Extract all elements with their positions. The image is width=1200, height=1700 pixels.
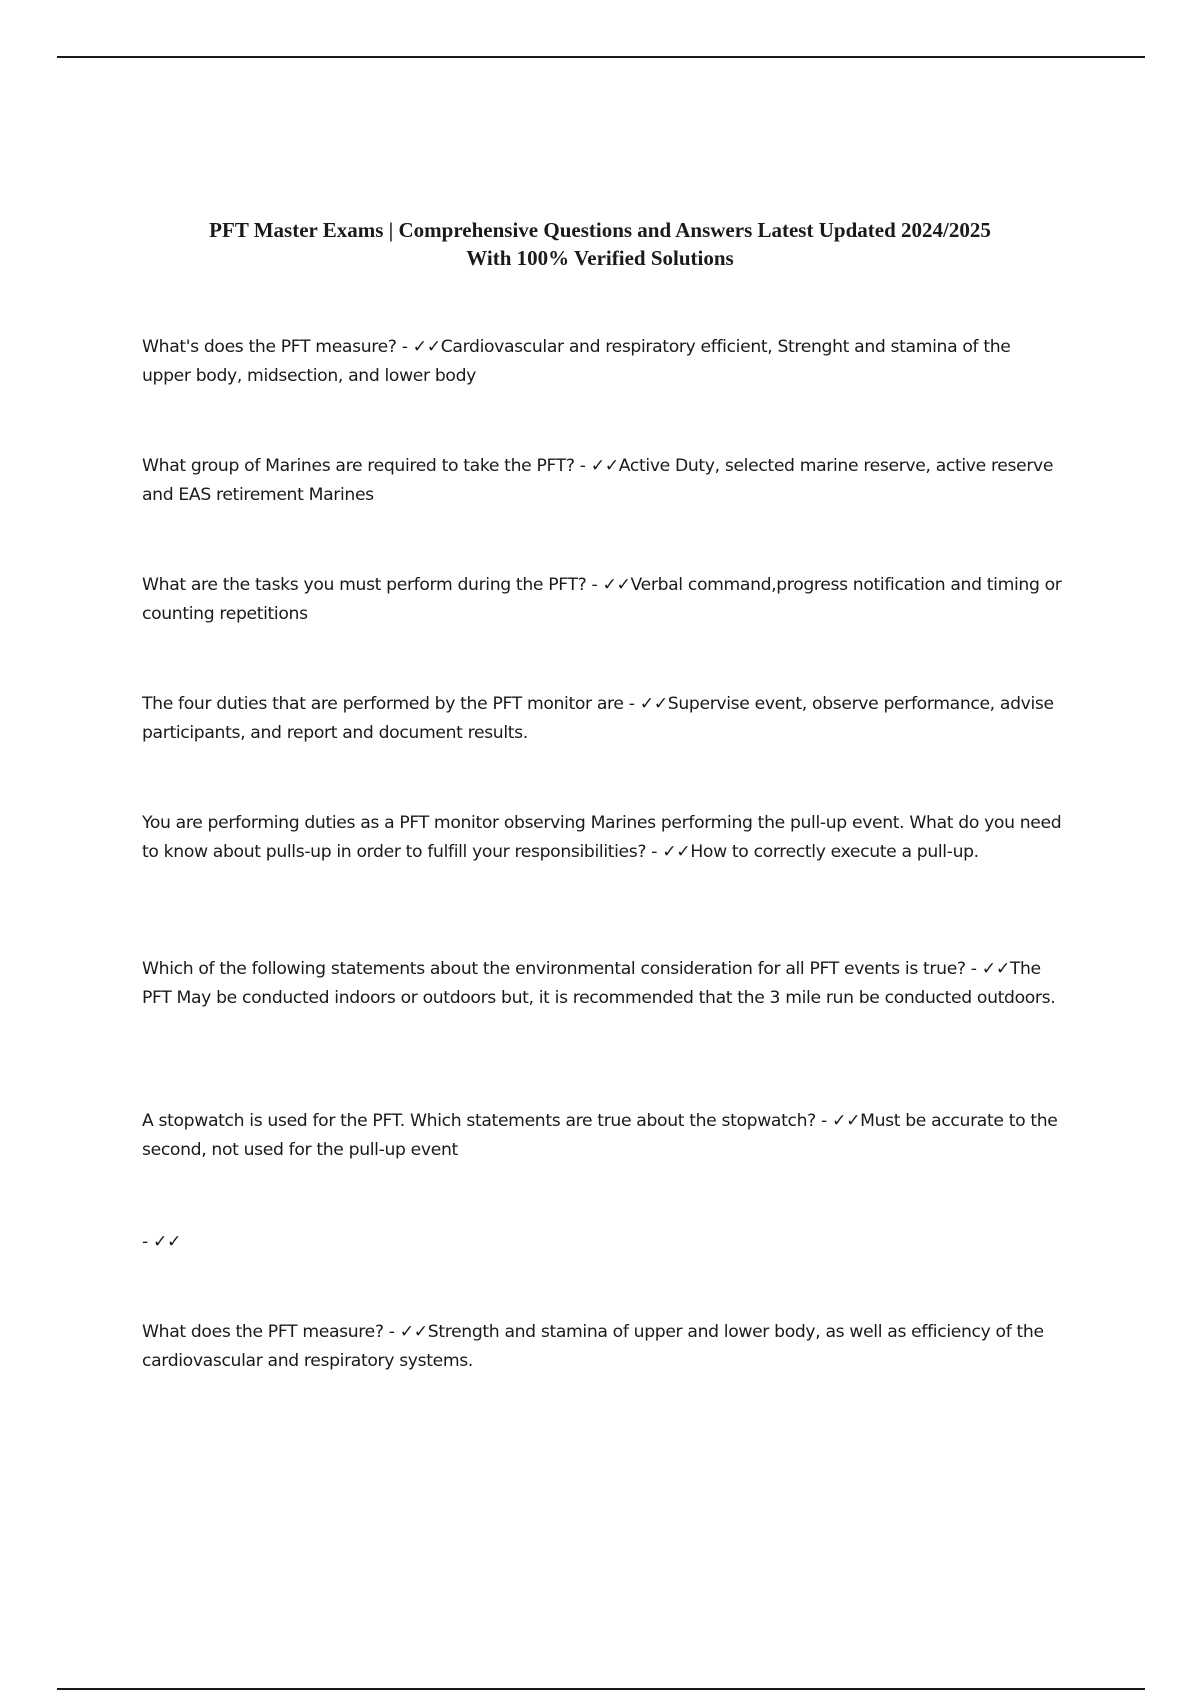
- answer-text: ✓✓How to correctly execute a pull-up.: [662, 842, 979, 862]
- qa-item-4: [142, 690, 1062, 748]
- answer-text: ✓✓Cardiovascular and respiratory efficient, Strenght and stamina of the upper body, midsection, and lower body: [142, 337, 1011, 386]
- top-rule: [57, 56, 1145, 58]
- question-text: -: [142, 1232, 153, 1252]
- question-text: You are performing duties as a PFT monitor observing Marines performing the pull-up event. What do you need to know about pulls-up in order to fulfill your responsibilities? -: [142, 813, 1062, 862]
- qa-item-9: [142, 1318, 1062, 1376]
- bottom-rule: [57, 1688, 1145, 1690]
- qa-item-6: [142, 955, 1062, 1013]
- document-title-line-2: With 100% Verified Solutions: [466, 246, 734, 270]
- qa-item-5: [142, 809, 1062, 867]
- question-text: What group of Marines are required to take the PFT? -: [142, 456, 591, 476]
- qa-item-8: [142, 1228, 1062, 1257]
- document-title: [100, 216, 1100, 272]
- qa-item-7: [142, 1107, 1062, 1165]
- question-text: A stopwatch is used for the PFT. Which statements are true about the stopwatch? -: [142, 1111, 833, 1131]
- document-title-line-1: PFT Master Exams | Comprehensive Questions and Answers Latest Updated 2024/2025: [209, 218, 991, 242]
- question-text: What's does the PFT measure? -: [142, 337, 413, 357]
- qa-item-2: [142, 452, 1062, 510]
- answer-text: ✓✓: [152, 1232, 182, 1252]
- answer-text: ✓✓Must be accurate to the second, not used for the pull-up event: [142, 1111, 1058, 1160]
- answer-text: ✓✓Active Duty, selected marine reserve, active reserve and EAS retirement Marines: [142, 456, 1054, 505]
- answer-text: ✓✓The PFT May be conducted indoors or outdoors but, it is recommended that the 3 mile run be conducted outdoors.: [142, 959, 1056, 1008]
- question-text: The four duties that are performed by the PFT monitor are -: [142, 694, 640, 714]
- qa-item-3: [142, 571, 1062, 629]
- qa-item-1: [142, 333, 1062, 391]
- question-text: What does the PFT measure? -: [142, 1322, 400, 1342]
- answer-text: ✓✓Verbal command,progress notification and timing or counting repetitions: [142, 575, 1062, 624]
- question-text: What are the tasks you must perform during the PFT? -: [142, 575, 603, 595]
- answer-text: ✓✓Strength and stamina of upper and lower body, as well as efficiency of the cardiovascular and respiratory systems.: [142, 1322, 1044, 1371]
- answer-text: ✓✓Supervise event, observe performance, advise participants, and report and document results.: [142, 694, 1054, 743]
- question-text: Which of the following statements about the environmental consideration for all PFT events is true? -: [142, 959, 982, 979]
